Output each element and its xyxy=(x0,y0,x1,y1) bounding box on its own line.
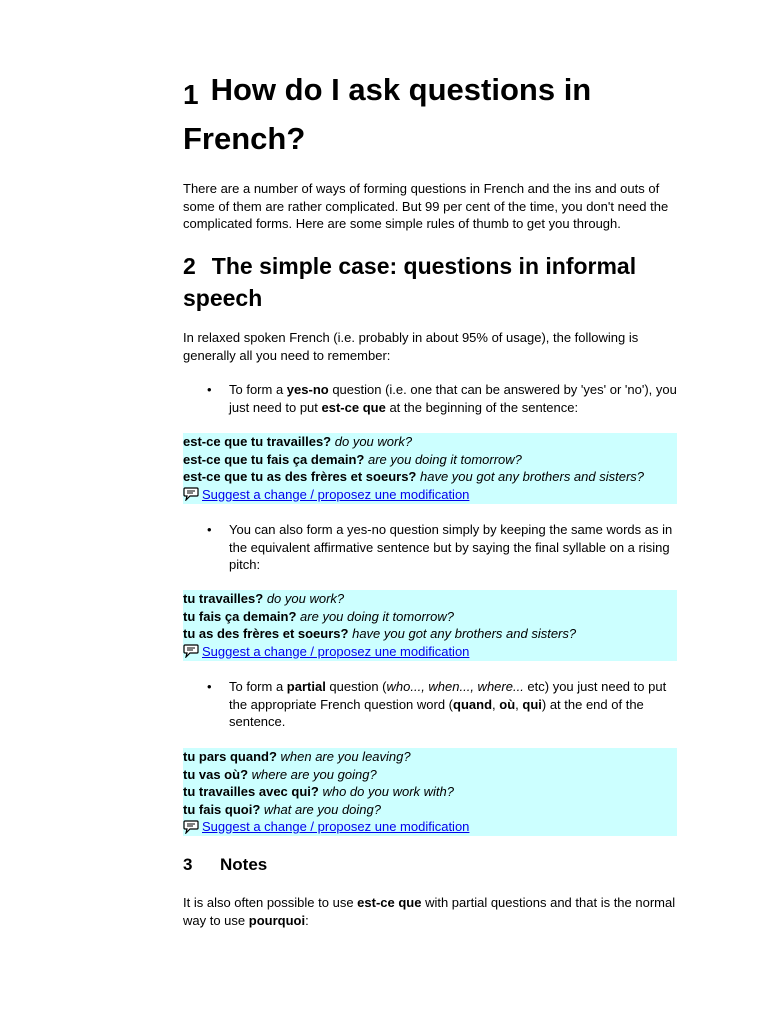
speech-bubble-icon[interactable] xyxy=(183,487,199,501)
example-line: tu travailles avec qui? who do you work with? xyxy=(183,784,454,799)
example-line: tu fais ça demain? are you doing it tomorrow? xyxy=(183,608,454,624)
suggest-change-link[interactable]: Suggest a change / proposez une modification xyxy=(202,643,470,659)
example-line: est-ce que tu fais ça demain? are you doing it tomorrow? xyxy=(183,451,522,467)
suggest-change-row xyxy=(183,643,677,661)
notes-paragraph: It is also often possible to use est-ce que with partial questions and that is the normal way to use pourquoi: xyxy=(183,895,676,928)
heading-number: 3 xyxy=(183,855,193,874)
example-line: tu travailles? do you work? xyxy=(183,591,345,606)
example-line: est-ce que tu as des frères et soeurs? have you got any brothers and sisters? xyxy=(183,469,645,484)
bullet-marker: • xyxy=(207,679,212,694)
example-line: tu vas où? where are you going? xyxy=(183,766,377,782)
list-item xyxy=(207,678,677,731)
heading-text: Notes xyxy=(220,855,268,874)
example-line: tu pars quand? when are you leaving? xyxy=(183,749,411,764)
suggest-change-row xyxy=(183,818,677,836)
bullet-marker: • xyxy=(207,522,212,537)
section-heading-notes xyxy=(183,854,677,876)
list-item-text: To form a yes-no question (i.e. one that can be answered by 'yes' or 'no'), you just need to put est-ce que at the beginning of the sentence: xyxy=(229,382,677,415)
suggest-change-row xyxy=(183,486,677,504)
speech-bubble-icon[interactable] xyxy=(183,820,199,834)
list-item xyxy=(207,521,677,574)
heading-text: How do I ask questions in French? xyxy=(183,72,592,156)
list-item xyxy=(207,381,677,416)
example-box xyxy=(183,748,677,836)
list-item-text: To form a partial question (who..., when..., where... etc) you just need to put the appropriate French question word (quand, où, qui) at the end of the sentence. xyxy=(229,679,667,729)
example-box xyxy=(183,590,677,661)
bullet-marker: • xyxy=(207,382,212,397)
example-box xyxy=(183,433,677,504)
heading-text: The simple case: questions in informal speech xyxy=(183,253,637,311)
heading-number: 2 xyxy=(183,253,196,279)
suggest-change-link[interactable]: Suggest a change / proposez une modification xyxy=(202,486,470,502)
intro-paragraph: There are a number of ways of forming questions in French and the ins and outs of some of them are rather complicated. But 99 per cent of the time, you don't need the complicated forms. Here are some simple rules of thumb to get you through. xyxy=(183,181,669,231)
speech-bubble-icon[interactable] xyxy=(183,644,199,658)
suggest-change-link[interactable]: Suggest a change / proposez une modification xyxy=(202,819,470,834)
example-line: tu as des frères et soeurs? have you got any brothers and sisters? xyxy=(183,626,577,641)
example-line: est-ce que tu travailles? do you work? xyxy=(183,434,413,449)
list-item-text: You can also form a yes-no question simply by keeping the same words as in the equivalent affirmative sentence but by saying the final syllable on a rising pitch: xyxy=(229,522,673,572)
example-line: tu fais quoi? what are you doing? xyxy=(183,801,381,817)
heading-number: 1 xyxy=(183,79,199,110)
section-heading-simple-case xyxy=(183,250,677,314)
body-paragraph: In relaxed spoken French (i.e. probably in about 95% of usage), the following is generally all you need to remember: xyxy=(183,330,639,363)
page-title xyxy=(183,66,677,163)
